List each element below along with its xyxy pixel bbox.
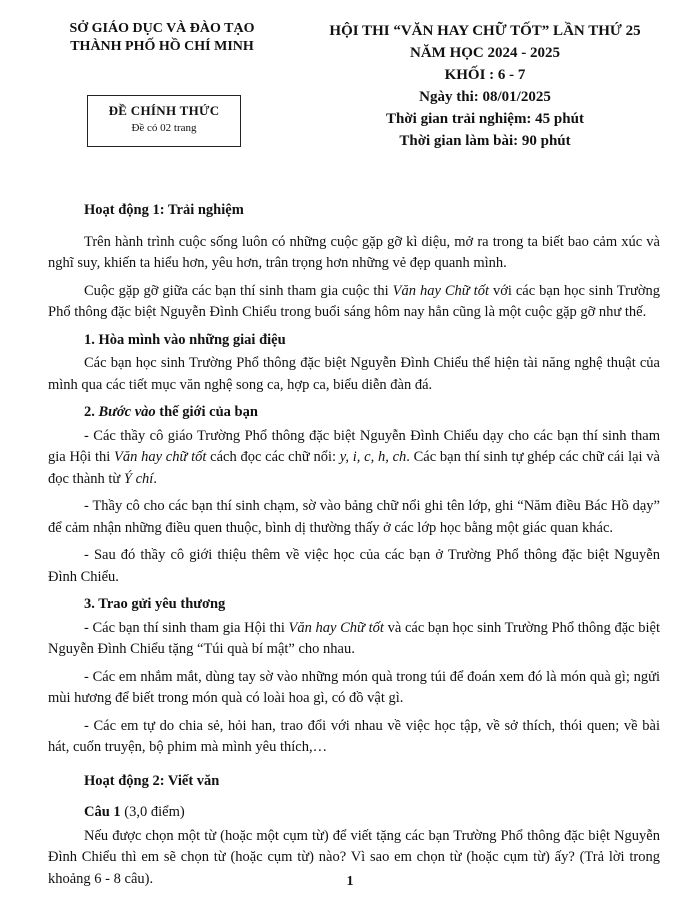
- contest-header: [300, 20, 670, 152]
- official-exam-label: ĐỀ CHÍNH THỨC: [108, 103, 220, 118]
- section-1-text: Các bạn học sinh Trường Phổ thông đặc biệt Nguyễn Đình Chiểu thể hiện tài năng nghệ thuật của mình qua các tiết mục văn nghệ song ca, hợp ca, biểu diễn đàn đá.: [48, 355, 660, 393]
- school-year: NĂM HỌC 2024 - 2025: [410, 45, 560, 61]
- section-2-bullet-3: - Sau đó thầy cô giới thiệu thêm về việc học của các bạn ở Trường Phổ thông đặc biệt Nguyễn Đình Chiểu.: [48, 547, 660, 585]
- section-3-bullet-3: - Các em tự do chia sẻ, hỏi han, trao đổi với nhau về việc học tập, về sở thích, thói quen; về bài hát, cuốn truyện, bộ phim mà mình yêu thích,…: [48, 717, 660, 755]
- question-1-text: Nếu được chọn một từ (hoặc một cụm từ) để viết tặng các bạn Trường Phổ thông đặc biệt Nguyễn Đình Chiểu thì em sẽ chọn từ (hoặc cụm từ) nào? Vì sao em chọn từ (hoặc cụm từ) ấy? (Trả lời trong khoảng 6 - 8 câu).: [48, 827, 660, 887]
- activity-1-meeting: Cuộc gặp gỡ giữa các bạn thí sinh tham gia cuộc thi Văn hay Chữ tốt với các bạn học sinh Trường Phổ thông đặc biệt Nguyễn Đình Chiểu trong buổi sáng hôm nay hẳn cũng là một cuộc gặp gỡ như thế.: [48, 282, 660, 320]
- official-exam-box: [87, 95, 241, 147]
- exam-body: [48, 200, 660, 896]
- department-header: [52, 20, 272, 56]
- page-number: 1: [346, 874, 354, 889]
- department-line-2: THÀNH PHỐ HỒ CHÍ MINH: [70, 39, 254, 54]
- department-line-1: SỞ GIÁO DỤC VÀ ĐÀO TẠO: [69, 21, 255, 36]
- page-count-note: Đề có 02 trang: [131, 122, 197, 134]
- experience-time: Thời gian trải nghiệm: 45 phút: [386, 111, 584, 127]
- contest-title: HỘI THI “VĂN HAY CHỮ TỐT” LẦN THỨ 25: [329, 23, 641, 39]
- question-1-label: Câu 1 (3,0 điểm): [84, 804, 185, 820]
- section-2-title: 2. Bước vào thế giới của bạn: [84, 404, 258, 420]
- section-3-bullet-1: - Các bạn thí sinh tham gia Hội thi Văn hay Chữ tốt và các bạn học sinh Trường Phổ thông đặc biệt Nguyễn Đình Chiểu tặng “Túi quà bí mật” cho nhau.: [48, 619, 660, 657]
- section-1-title: 1. Hòa mình vào những giai điệu: [84, 331, 286, 348]
- activity-1-intro: Trên hành trình cuộc sống luôn có những cuộc gặp gỡ kì diệu, mở ra trong ta biết bao cảm xúc và nghĩ suy, khiến ta hiểu hơn, yêu hơn, trân trọng hơn những vẻ đẹp quanh mình.: [48, 233, 660, 271]
- exam-date: Ngày thi: 08/01/2025: [419, 89, 551, 105]
- section-2-bullet-1: - Các thầy cô giáo Trường Phổ thông đặc biệt Nguyễn Đình Chiểu dạy cho các bạn thí sinh tham gia Hội thi Văn hay chữ tốt cách đọc các chữ nổi: y, i, c, h, ch. Các bạn thí sinh tự ghép các chữ cái lại và đọc thành từ Ý chí.: [48, 427, 660, 487]
- section-3-bullet-2: - Các em nhắm mắt, dùng tay sờ vào những món quà trong túi để đoán xem đó là món quà gì; ngửi mùi hương để biết trong món quà có loài hoa gì, có đồ vật gì.: [48, 668, 660, 706]
- grade-level: KHỐI : 6 - 7: [444, 67, 526, 83]
- activity-1-title: Hoạt động 1: Trải nghiệm: [84, 202, 244, 218]
- work-time: Thời gian làm bài: 90 phút: [399, 133, 571, 149]
- section-3-title: 3. Trao gửi yêu thương: [84, 596, 226, 612]
- section-2-bullet-2: - Thầy cô cho các bạn thí sinh chạm, sờ vào bảng chữ nổi ghi tên lớp, ghi “Năm điều Bác Hồ dạy” để cảm nhận những điều quen thuộc, bình dị thường thấy ở các lớp học bằng một giác quan khác.: [48, 498, 660, 536]
- activity-2-title: Hoạt động 2: Viết văn: [84, 772, 220, 789]
